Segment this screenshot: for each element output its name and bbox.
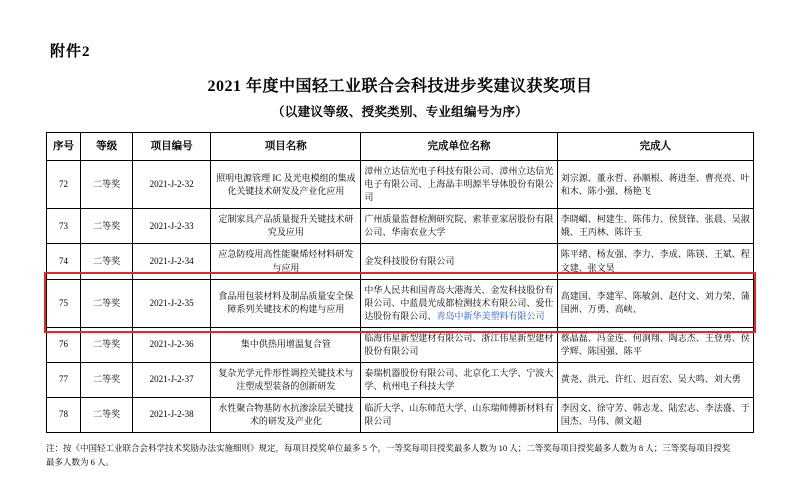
cell-no: 72 <box>47 161 81 209</box>
footnote-line-1: 注：按《中国轻工业联合会科学技术奖励办法实施细则》规定，每项目授奖单位最多 5 个，一等奖每项目授奖最多人数为 10 人；二等奖每项目授奖最多人数为 8 人；三等奖每项目授奖 <box>46 442 731 453</box>
table-header-row <box>47 133 754 161</box>
table-row-highlighted <box>47 279 754 327</box>
cell-name: 照明电源管理 IC 及光电模组的集成化关键技术研发及产业化应用 <box>211 161 361 209</box>
cell-code: 2021-J-2-38 <box>133 397 211 432</box>
cell-people: 高建国、李建军、陈敏剑、赵付文、刘力荣、蒲国洲、万勇、高峡、 <box>557 279 753 327</box>
cell-name: 食品用包装材料及制品质量安全保障系列关键技术的构建与应用 <box>211 279 361 327</box>
column-header-level: 等级 <box>81 133 133 161</box>
cell-level: 二等奖 <box>81 327 133 362</box>
footnote-line-2: 最多人数为 6 人。 <box>46 456 115 467</box>
cell-name: 集中供热用增温复合管 <box>211 327 361 362</box>
cell-name: 应急防疫用高性能聚烯烃材料研发与应用 <box>211 244 361 279</box>
table-row <box>47 161 754 209</box>
cell-people: 陈平绪、杨友强、李力、李成、陈镁、王斌、程文建、张文昊 <box>557 244 753 279</box>
column-header-code: 项目编号 <box>133 133 211 161</box>
column-header-no: 序号 <box>47 133 81 161</box>
cell-units-highlighted-text: 青岛中新华美塑料有限公司 <box>436 310 545 321</box>
cell-no: 75 <box>47 279 81 327</box>
cell-no: 77 <box>47 362 81 397</box>
cell-units: 漳州立达信光电子科技有限公司、漳州立达信光电子有限公司、上海晶丰明源半导体股份有限公司 <box>361 161 557 209</box>
cell-code: 2021-J-2-34 <box>133 244 211 279</box>
cell-no: 76 <box>47 327 81 362</box>
cell-people: 李因文、徐守芳、韩志龙、陆宏志、李法盛、于国杰、马伟、颜文超 <box>557 397 753 432</box>
cell-level: 二等奖 <box>81 161 133 209</box>
cell-units <box>361 279 557 327</box>
cell-people: 蔡晶磊、冯金连、何涧翔、陶志杰、王登勇、侯学辉、陈国强、陈平 <box>557 327 753 362</box>
cell-level: 二等奖 <box>81 244 133 279</box>
table-row <box>47 397 754 432</box>
footnote <box>46 442 754 469</box>
cell-code: 2021-J-2-32 <box>133 161 211 209</box>
column-header-units: 完成单位名称 <box>361 133 557 161</box>
cell-people: 黄尧、洪元、许红、迟百宏、吴大鸣、刘大勇 <box>557 362 753 397</box>
cell-level: 二等奖 <box>81 362 133 397</box>
attachment-label: 附件2 <box>50 44 91 60</box>
table-row <box>47 244 754 279</box>
cell-code: 2021-J-2-37 <box>133 362 211 397</box>
cell-units: 临海伟星新型建材有限公司、浙江伟星新型建材股份有限公司 <box>361 327 557 362</box>
cell-units-text: 中华人民共和国青岛大港海关、金发科技股份有限公司、中蓝晨光成都检测技术有限公司、爱仕达股份有限公司、 <box>364 284 554 321</box>
page-subtitle: （以建议等级、授奖类别、专业组编号为序） <box>271 105 528 119</box>
table-row <box>47 362 754 397</box>
page-title: 2021 年度中国轻工业联合会科技进步奖建议获奖项目 <box>207 78 593 95</box>
cell-level: 二等奖 <box>81 279 133 327</box>
cell-name: 水性聚合物基防水抗渗涂层关键技术的研发及产业化 <box>211 397 361 432</box>
cell-code: 2021-J-2-36 <box>133 327 211 362</box>
cell-code: 2021-J-2-35 <box>133 279 211 327</box>
cell-units: 临沂大学、山东师范大学、山东瑞师傅新材料有限公司 <box>361 397 557 432</box>
cell-people: 李晓嵋、柯建生、陈伟力、侯贤锋、张晨、吴淑娥、王丙林、陈许玉 <box>557 209 753 244</box>
cell-units: 广州质量监督检测研究院、索菲亚家居股份有限公司、华南农业大学 <box>361 209 557 244</box>
cell-level: 二等奖 <box>81 397 133 432</box>
cell-people: 刘宗源、董永哲、孙顺根、蒋进奎、曹亮亮、叶和木、陈小强、杨艳飞 <box>557 161 753 209</box>
cell-name: 定制家具产品质量提升关键技术研究及应用 <box>211 209 361 244</box>
cell-no: 73 <box>47 209 81 244</box>
cell-code: 2021-J-2-33 <box>133 209 211 244</box>
table-row <box>47 327 754 362</box>
cell-level: 二等奖 <box>81 209 133 244</box>
cell-name: 复杂光学元件形性调控关键技术与注塑成型装备的创新研发 <box>211 362 361 397</box>
cell-no: 74 <box>47 244 81 279</box>
cell-units: 金发科技股份有限公司 <box>361 244 557 279</box>
award-table <box>46 132 754 433</box>
column-header-name: 项目名称 <box>211 133 361 161</box>
table-row <box>47 209 754 244</box>
cell-no: 78 <box>47 397 81 432</box>
cell-units: 泰瑞机器股份有限公司、北京化工大学、宁波大学、杭州电子科技大学 <box>361 362 557 397</box>
column-header-people: 完成人 <box>557 133 753 161</box>
